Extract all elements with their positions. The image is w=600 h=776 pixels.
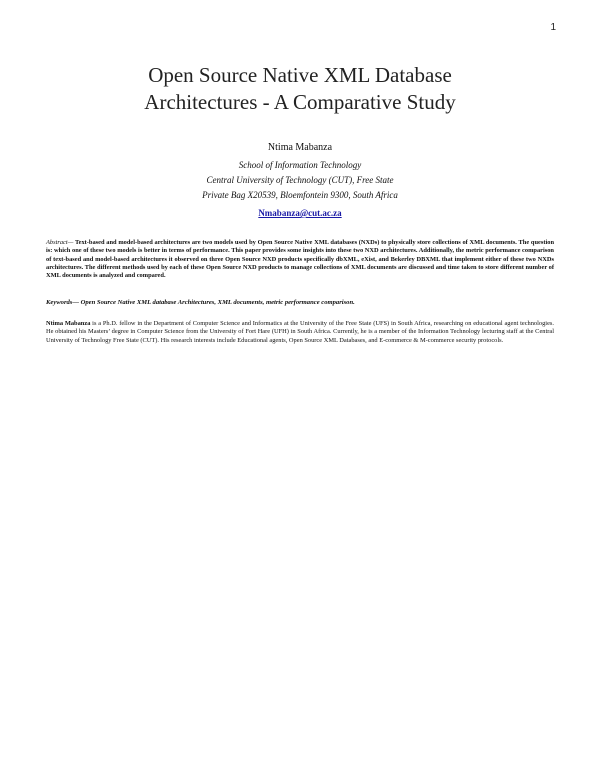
keywords: Keywords— Open Source Native XML database Architectures, XML documents, metric performance comparison.	[46, 299, 355, 306]
abstract-label: Abstract—	[46, 239, 74, 246]
author-university: Central University of Technology (CUT), Free State	[206, 175, 394, 185]
author-email-link[interactable]: Nmabanza@cut.ac.za	[258, 208, 342, 218]
abstract	[46, 239, 554, 280]
paper-title	[40, 62, 560, 116]
author-block	[100, 140, 500, 221]
author-address: Private Bag X20539, Bloemfontein 9300, South Africa	[202, 190, 398, 200]
author-name: Ntima Mabanza	[267, 142, 333, 153]
bio-author-name: Ntima Mabanza	[46, 320, 91, 327]
title-line-2: Architectures - A Comparative Study	[144, 90, 456, 114]
page-number: 1	[550, 22, 556, 33]
title-line-1: Open Source Native XML Database	[148, 63, 452, 87]
abstract-text: Text-based and model-based architectures are two models used by Open Source Native XML databases (NXDs) to physically store collections of XML documents. The question is: which one of these two models is better in terms of performance. This paper provides some insights into these two NXD architectures. Additionally, the metric performance comparison of text-based and model-based architectures it observed on three Open Source NXD products specifically dbXML, eXist, and Bekerley DBXML that implement either of these two NXDs architectures. The different methods used by each of these Open Source NXD products to manage collections of XML documents are discussed and time taken to store different number of XML documents is analyzed and compared.	[46, 239, 554, 280]
author-bio	[46, 320, 554, 345]
bio-text: is a Ph.D. fellow in the Department of Computer Science and Informatics at the University of the Free State (UFS) in South Africa, researching on educational agent technologies. He obtained his Masters’ degree in Computer Science from the University of Fort Hare (UFH) in South Africa. Currently, he is a member of the Information Technology lecturing staff at the Central University of Technology Free State (CUT). His research interests include Educational agents, Open Source XML Databases, and E-commerce & M-commerce security protocols.	[46, 320, 554, 344]
author-school: School of Information Technology	[238, 160, 362, 170]
